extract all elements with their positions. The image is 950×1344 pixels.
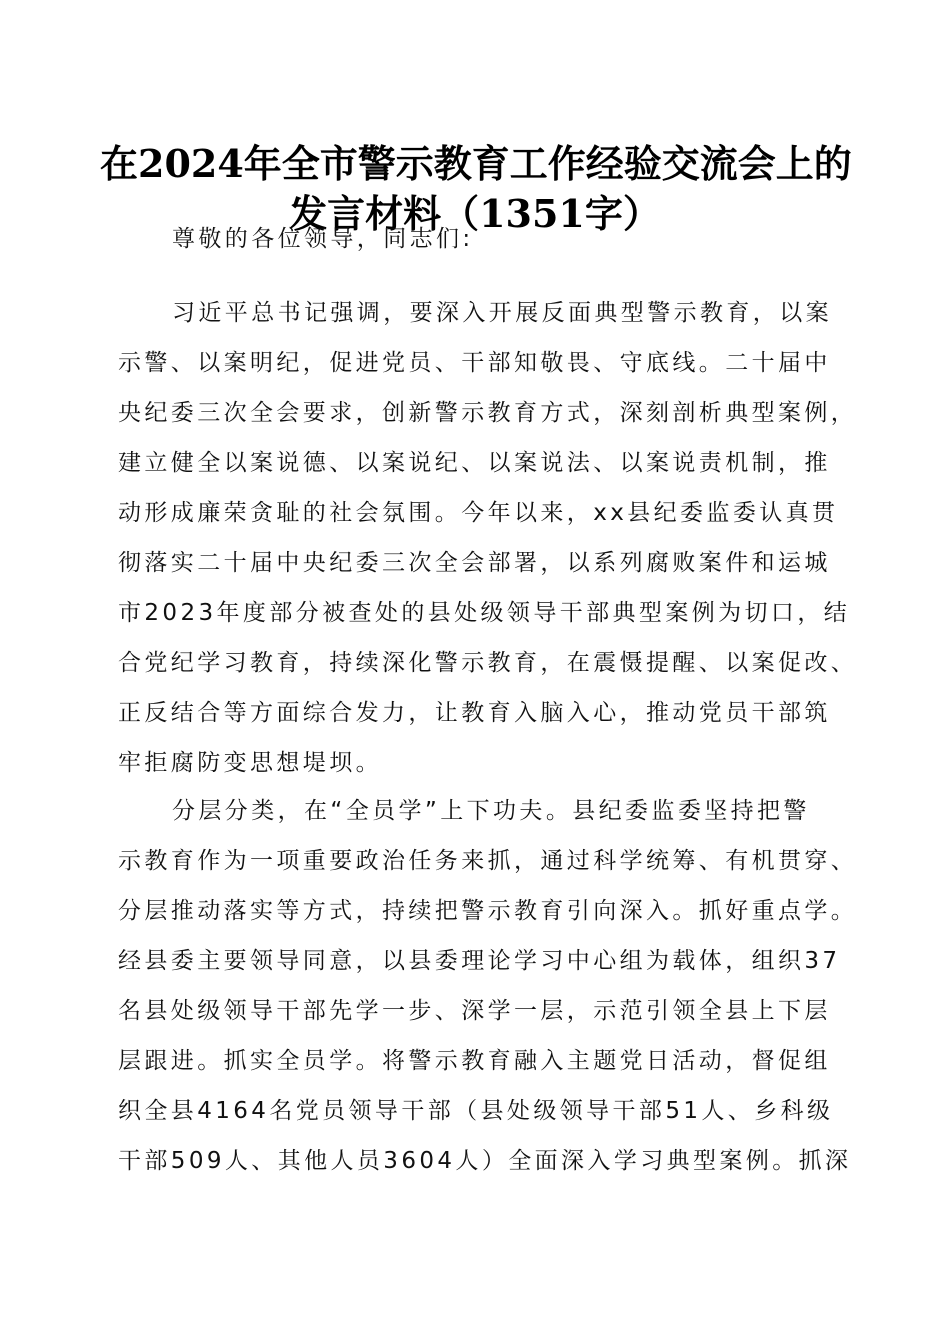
paragraph-line: 合党纪学习教育，持续深化警示教育，在震慑提醒、以案促改、 (118, 650, 858, 676)
document-title-line-1: 在2024年全市警示教育工作经验交流会上的 (100, 141, 852, 186)
paragraph-line: 牢拒腐防变思想堤坝。 (118, 750, 382, 776)
paragraph-line: 动形成廉荣贪耻的社会氛围。今年以来，xx县纪委监委认真贯 (118, 500, 839, 526)
paragraph-line: 习近平总书记强调，要深入开展反面典型警示教育，以案 (172, 300, 832, 326)
paragraph-line: 示警、以案明纪，促进党员、干部知敬畏、守底线。二十届中 (118, 350, 831, 376)
document-title-line-2: 发言材料（1351字） (289, 191, 661, 236)
paragraph-line: 织全县4164名党员领导干部（县处级领导干部51人、乡科级 (118, 1098, 834, 1124)
paragraph-line: 彻落实二十届中央纪委三次全会部署，以系列腐败案件和运城 (118, 550, 831, 576)
salutation: 尊敬的各位领导，同志们: (172, 226, 474, 252)
paragraph-2 (118, 786, 858, 1186)
paragraph-line: 层跟进。抓实全员学。将警示教育融入主题党日活动，督促组 (118, 1048, 831, 1074)
paragraph-line: 市2023年度部分被查处的县处级领导干部典型案例为切口，结 (118, 600, 851, 626)
paragraph-line: 正反结合等方面综合发力，让教育入脑入心，推动党员干部筑 (118, 700, 831, 726)
paragraph-line: 示教育作为一项重要政治任务来抓，通过科学统筹、有机贯穿、 (118, 848, 858, 874)
paragraph-1 (118, 288, 858, 788)
paragraph-line: 建立健全以案说德、以案说纪、以案说法、以案说责机制，推 (118, 450, 831, 476)
paragraph-line: 央纪委三次全会要求，创新警示教育方式，深刻剖析典型案例， (118, 400, 858, 426)
paragraph-line: 分层分类，在“全员学”上下功夫。县纪委监委坚持把警 (172, 798, 810, 824)
paragraph-line: 名县处级领导干部先学一步、深学一层，示范引领全县上下层 (118, 998, 831, 1024)
paragraph-line: 经县委主要领导同意，以县委理论学习中心组为载体，组织37 (118, 948, 841, 974)
paragraph-line: 分层推动落实等方式，持续把警示教育引向深入。抓好重点学。 (118, 898, 858, 924)
paragraph-line: 干部509人、其他人员3604人）全面深入学习典型案例。抓深 (118, 1148, 852, 1174)
